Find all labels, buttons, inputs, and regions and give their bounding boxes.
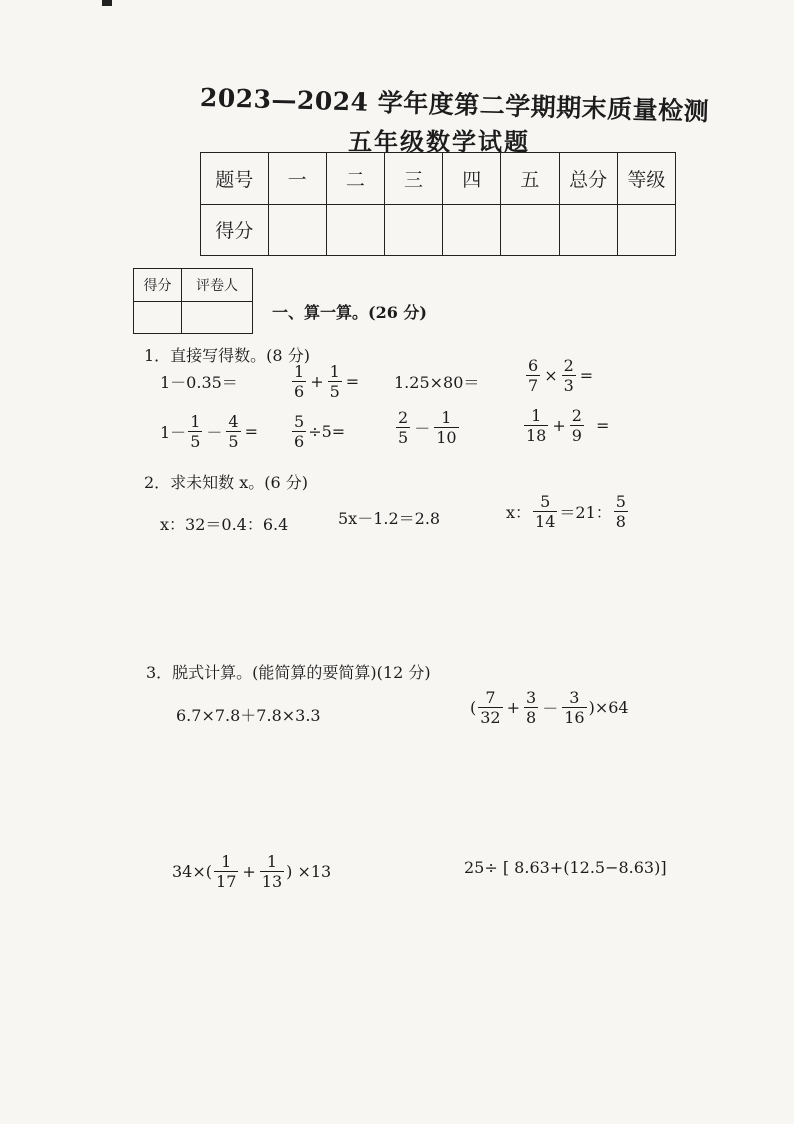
equals-sign: = xyxy=(595,416,610,435)
q3-expr-3 xyxy=(172,852,331,891)
operator: + xyxy=(242,862,256,881)
section-heading: 一、算一算。(26 分) xyxy=(272,303,427,322)
expr-text: ) ×13 xyxy=(286,862,332,881)
equals-sign: = xyxy=(244,422,258,441)
expr-text: ( xyxy=(470,698,477,717)
expr-text: 6.7×7.8＋7.8×3.3 xyxy=(176,706,321,725)
score-blank-cell[interactable] xyxy=(268,204,326,256)
numerator: 4 xyxy=(228,412,239,431)
score-table-cell: 一 xyxy=(268,153,326,205)
fraction xyxy=(292,412,306,451)
denominator: 16 xyxy=(564,708,585,727)
q3-expr-2 xyxy=(470,688,629,727)
denominator: 17 xyxy=(216,872,237,891)
denominator: 6 xyxy=(294,382,305,401)
score-blank-cell[interactable] xyxy=(384,204,442,256)
numerator: 1 xyxy=(294,362,305,381)
expr-text: 25÷ [ 8.63+(12.5−8.63)] xyxy=(464,858,667,877)
expr-text: ＝21： xyxy=(559,503,612,522)
denominator: 13 xyxy=(261,872,283,891)
fraction xyxy=(526,356,540,395)
fraction xyxy=(570,406,584,445)
score-table-cell: 总分 xyxy=(559,153,617,205)
operator: + xyxy=(506,698,521,717)
denominator: 32 xyxy=(480,708,501,727)
score-table-cell: 题号 xyxy=(201,153,269,205)
grader-score-label: 得分 xyxy=(134,269,182,302)
denominator: 5 xyxy=(329,382,340,401)
fraction xyxy=(188,412,202,451)
denominator: 7 xyxy=(528,376,539,395)
operator: + xyxy=(310,372,324,391)
numerator: 1 xyxy=(190,412,201,431)
numerator: 1 xyxy=(329,362,340,381)
scan-mark xyxy=(102,0,112,6)
score-table-cell: 得分 xyxy=(201,204,269,256)
operator: － xyxy=(542,699,559,718)
q2-expr-3 xyxy=(506,492,630,531)
q2-expr-1 xyxy=(160,512,288,535)
score-table-cell: 二 xyxy=(326,153,384,205)
score-blank-cell[interactable] xyxy=(617,204,675,256)
numerator: 3 xyxy=(569,688,580,707)
numerator: 1 xyxy=(266,852,278,871)
fraction xyxy=(524,688,538,727)
fraction xyxy=(533,492,557,531)
expr-text: x：32＝0.4：6.4 xyxy=(160,515,289,534)
score-table-cell: 三 xyxy=(384,153,442,205)
q1-expr-6 xyxy=(290,412,345,451)
fraction xyxy=(214,852,238,891)
grader-name-label: 评卷人 xyxy=(181,269,252,302)
operator: + xyxy=(552,416,566,435)
score-table xyxy=(200,152,676,256)
score-blank-cell[interactable] xyxy=(501,204,559,256)
q3-expr-1 xyxy=(176,703,321,726)
score-blank-cell[interactable] xyxy=(326,204,384,256)
numerator: 2 xyxy=(563,356,574,375)
fraction xyxy=(614,492,628,531)
denominator: 18 xyxy=(526,426,547,445)
equals-sign: = xyxy=(579,366,594,385)
q1-expr-3 xyxy=(394,370,479,393)
denominator: 5 xyxy=(190,432,201,451)
fraction xyxy=(292,362,306,401)
fraction xyxy=(562,356,576,395)
expr-text: )×64 xyxy=(588,698,629,717)
q1-expr-4 xyxy=(524,356,595,395)
numerator: 3 xyxy=(526,688,537,707)
denominator: 10 xyxy=(436,428,457,447)
numerator: 2 xyxy=(398,408,409,427)
score-table-score-row xyxy=(201,204,676,256)
operator: － xyxy=(206,423,223,442)
q1-expr-5 xyxy=(160,412,260,451)
expr-text: x： xyxy=(506,503,532,522)
expr-text: 1.25×80＝ xyxy=(394,373,480,392)
expr-text: ÷5= xyxy=(308,422,346,441)
numerator: 1 xyxy=(441,408,452,427)
numerator: 6 xyxy=(528,356,539,375)
grader-name-blank[interactable] xyxy=(181,301,252,334)
numerator: 5 xyxy=(615,492,626,511)
denominator: 5 xyxy=(228,432,239,451)
fraction xyxy=(226,412,240,451)
numerator: 2 xyxy=(571,406,582,425)
q1-expr-1 xyxy=(160,370,238,393)
question-2-label: 2．求未知数 x。(6 分) xyxy=(144,473,309,492)
denominator: 14 xyxy=(535,512,556,531)
equals-sign: = xyxy=(345,372,360,391)
q1-expr-7 xyxy=(394,408,461,447)
denominator: 5 xyxy=(398,428,409,447)
q1-expr-8 xyxy=(522,406,611,445)
numerator: 7 xyxy=(485,688,496,707)
exam-title: 2023—2024 学年度第二学期期末质量检测 xyxy=(199,83,710,127)
exam-subtitle: 五年级数学试题 xyxy=(348,127,530,156)
score-table-cell: 等级 xyxy=(617,153,675,205)
denominator: 6 xyxy=(294,432,305,451)
expr-text: 1－ xyxy=(160,423,187,442)
question-1-label: 1．直接写得数。(8 分) xyxy=(144,346,310,365)
fraction xyxy=(328,362,342,401)
expr-text: 5x－1.2＝2.8 xyxy=(338,509,441,528)
operator: － xyxy=(414,419,431,438)
operator: × xyxy=(544,366,558,385)
fraction xyxy=(260,852,284,891)
expr-text: 34×( xyxy=(172,862,213,881)
fraction xyxy=(562,688,586,727)
expr-text: 1－0.35＝ xyxy=(160,373,238,392)
denominator: 9 xyxy=(571,426,582,445)
score-blank-cell[interactable] xyxy=(559,204,617,256)
score-table-header-row xyxy=(201,153,676,205)
grader-box xyxy=(133,268,253,334)
denominator: 8 xyxy=(526,708,537,727)
numerator: 5 xyxy=(540,492,551,511)
q2-expr-2 xyxy=(338,506,440,529)
numerator: 1 xyxy=(221,852,232,871)
question-3-label: 3．脱式计算。(能简算的要简算)(12 分) xyxy=(146,663,431,682)
denominator: 3 xyxy=(563,376,574,395)
q1-expr-2 xyxy=(290,362,361,401)
fraction xyxy=(396,408,410,447)
score-table-cell: 四 xyxy=(443,153,501,205)
grader-score-blank[interactable] xyxy=(134,301,182,334)
fraction xyxy=(524,406,548,445)
fraction xyxy=(478,688,502,727)
q3-expr-4 xyxy=(464,858,667,877)
score-table-cell: 五 xyxy=(501,153,559,205)
score-blank-cell[interactable] xyxy=(443,204,501,256)
fraction xyxy=(434,408,458,447)
denominator: 8 xyxy=(615,512,626,531)
numerator: 1 xyxy=(531,406,542,425)
numerator: 5 xyxy=(294,412,305,431)
